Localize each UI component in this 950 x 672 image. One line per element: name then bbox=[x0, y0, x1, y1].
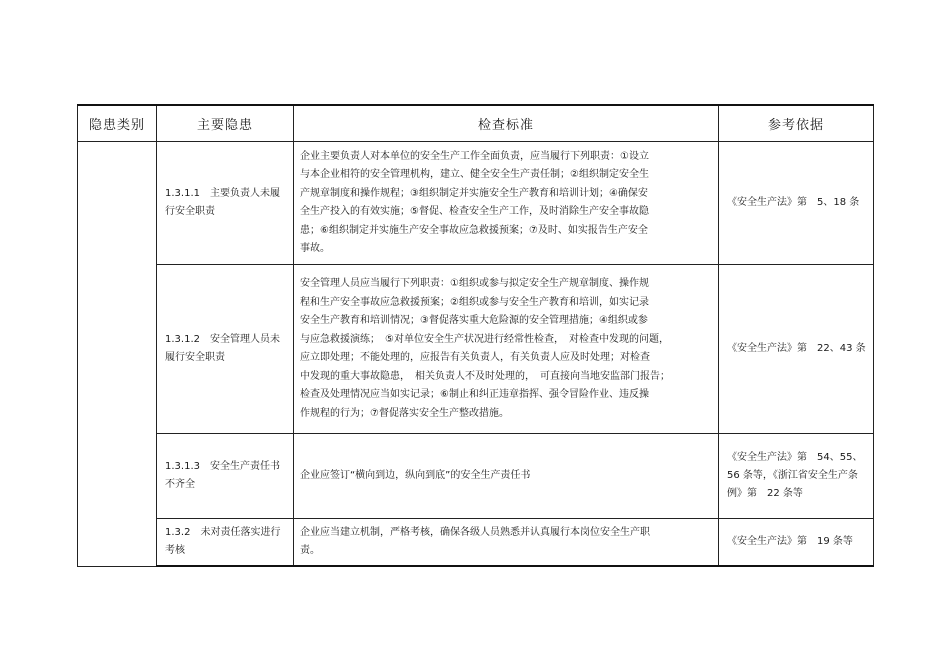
category-cell bbox=[78, 142, 157, 567]
hazard-cell: 1.3.1.1 主要负责人未履行安全职责 bbox=[157, 142, 294, 265]
standard-line: 与应急救援演练； ⑤对单位安全生产状况进行经常性检查， 对检查中发现的问题， bbox=[300, 333, 669, 345]
table-row bbox=[78, 519, 874, 567]
hazard-cell: 1.3.1.3 安全生产责任书不齐全 bbox=[157, 434, 294, 519]
standard-line: 产规章制度和操作规程；③组织制定并实施安全生产教育和培训计划；④确保安 bbox=[300, 187, 648, 199]
standard-line: 企业应签订“横向到边，纵向到底”的安全生产责任书 bbox=[300, 469, 531, 481]
hazard-cell: 1.3.2 未对责任落实进行考核 bbox=[157, 519, 294, 567]
standard-cell bbox=[294, 142, 719, 265]
reference-cell: 《安全生产法》第 22、43 条 bbox=[719, 265, 874, 434]
standard-cell bbox=[294, 265, 719, 434]
standard-line: 检查及处理情况应当如实记录；⑥制止和纠正违章指挥、强令冒险作业、违反操 bbox=[300, 389, 649, 400]
standard-line: 患；⑥组织制定并实施生产安全事故应急救援预案；⑦及时、如实报告生产安全 bbox=[300, 224, 648, 236]
header-standard: 检查标准 bbox=[294, 105, 719, 142]
reference-cell: 《安全生产法》第 19 条等 bbox=[719, 519, 874, 567]
table-row bbox=[78, 265, 874, 434]
standard-cell bbox=[294, 434, 719, 519]
standard-line: 责。 bbox=[300, 545, 320, 556]
reference-cell: 《安全生产法》第 5、18 条 bbox=[719, 142, 874, 265]
standard-line: 企业应当建立机制，严格考核，确保各级人员熟悉并认真履行本岗位安全生产职 bbox=[300, 526, 650, 538]
table-row bbox=[78, 434, 874, 519]
standard-line: 中发现的重大事故隐患， 相关负责人不及时处理的， 可直接向当地安监部门报告； bbox=[300, 370, 670, 382]
table-row bbox=[78, 142, 874, 265]
standard-line: 安全生产教育和培训情况；③督促落实重大危险源的安全管理措施；④组织或参 bbox=[300, 315, 648, 326]
standard-line: 安全管理人员应当履行下列职责：①组织或参与拟定安全生产规章制度、操作规 bbox=[300, 278, 649, 289]
standard-line: 与本企业相符的安全管理机构，建立、健全安全生产责任制；②组织制定安全生 bbox=[300, 169, 649, 180]
reference-cell: 《安全生产法》第 54、55、56 条等，《浙江省安全生产条例》第 22 条等 bbox=[719, 434, 874, 519]
header-reference: 参考依据 bbox=[719, 105, 874, 142]
standard-line: 全生产投入的有效实施；⑤督促、检查安全生产工作，及时消除生产安全事故隐 bbox=[300, 206, 649, 217]
standard-line: 事故。 bbox=[300, 243, 330, 254]
hazard-check-table bbox=[77, 104, 874, 567]
standard-line: 应立即处理；不能处理的，应报告有关负责人，有关负责人应及时处理；对检查 bbox=[300, 352, 650, 363]
header-category: 隐患类别 bbox=[78, 105, 157, 142]
standard-line: 作规程的行为；⑦督促落实安全生产整改措施。 bbox=[300, 407, 509, 419]
standard-line: 程和生产安全事故应急救援预案；②组织或参与安全生产教育和培训，如实记录 bbox=[300, 296, 649, 308]
standard-line: 企业主要负责人对本单位的安全生产工作全面负责，应当履行下列职责：①设立 bbox=[300, 150, 649, 162]
header-hazard: 主要隐患 bbox=[157, 105, 294, 142]
hazard-cell: 1.3.1.2 安全管理人员未履行安全职责 bbox=[157, 265, 294, 434]
standard-cell bbox=[294, 519, 719, 567]
table-header-row bbox=[78, 105, 874, 142]
